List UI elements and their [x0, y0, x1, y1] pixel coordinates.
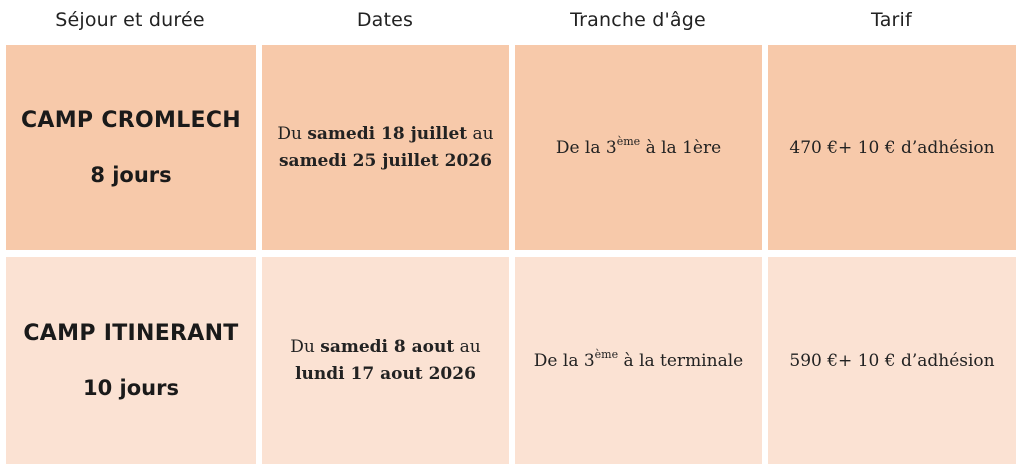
column-header-sejour: Séjour et durée: [55, 9, 205, 31]
table-row-2-age-cell: [515, 257, 762, 464]
camp-duration: 10 jours: [83, 376, 179, 400]
column-header-age: Tranche d'âge: [570, 9, 706, 31]
age-sup: ème: [594, 347, 619, 361]
dates-middle: au: [467, 123, 494, 144]
dates-prefix: Du: [290, 336, 321, 357]
dates-line-1: [290, 334, 480, 361]
age-range: [533, 347, 744, 371]
age-range: [555, 134, 722, 158]
table-row-1-dates-cell: [262, 45, 509, 250]
table-row-2-dates-cell: [262, 257, 509, 464]
column-header-dates: Dates: [356, 9, 414, 31]
age-prefix: De la 3: [533, 350, 595, 371]
price: 590 €+ 10 € d’adhésion: [789, 350, 995, 371]
age-sup: ème: [616, 134, 641, 148]
dates-prefix: Du: [277, 123, 308, 144]
age-suffix: à la 1ère: [640, 137, 722, 158]
dates-start: samedi 18 juillet: [307, 123, 468, 144]
dates-line-2: [279, 148, 492, 175]
dates-line-2: [295, 361, 476, 388]
table-row-1-sejour-cell: [6, 45, 256, 250]
table-row-2-sejour-cell: [6, 257, 256, 464]
dates-end: samedi 25 juillet 2026: [278, 150, 492, 171]
column-header-tarif: Tarif: [871, 9, 912, 31]
dates-start: samedi 8 aout: [320, 336, 455, 357]
camp-duration: 8 jours: [90, 163, 172, 187]
price: 470 €+ 10 € d’adhésion: [789, 137, 995, 158]
dates-line-1: [277, 121, 493, 148]
table-row-1-price-cell: [768, 45, 1016, 250]
camp-name: CAMP CROMLECH: [20, 108, 242, 133]
dates-middle: au: [454, 336, 481, 357]
dates-end: lundi 17 aout 2026: [295, 363, 476, 384]
table-row-2-price-cell: [768, 257, 1016, 464]
camp-name: CAMP ITINERANT: [23, 321, 239, 346]
age-suffix: à la terminale: [618, 350, 744, 371]
age-prefix: De la 3: [555, 137, 617, 158]
table-row-1-age-cell: [515, 45, 762, 250]
